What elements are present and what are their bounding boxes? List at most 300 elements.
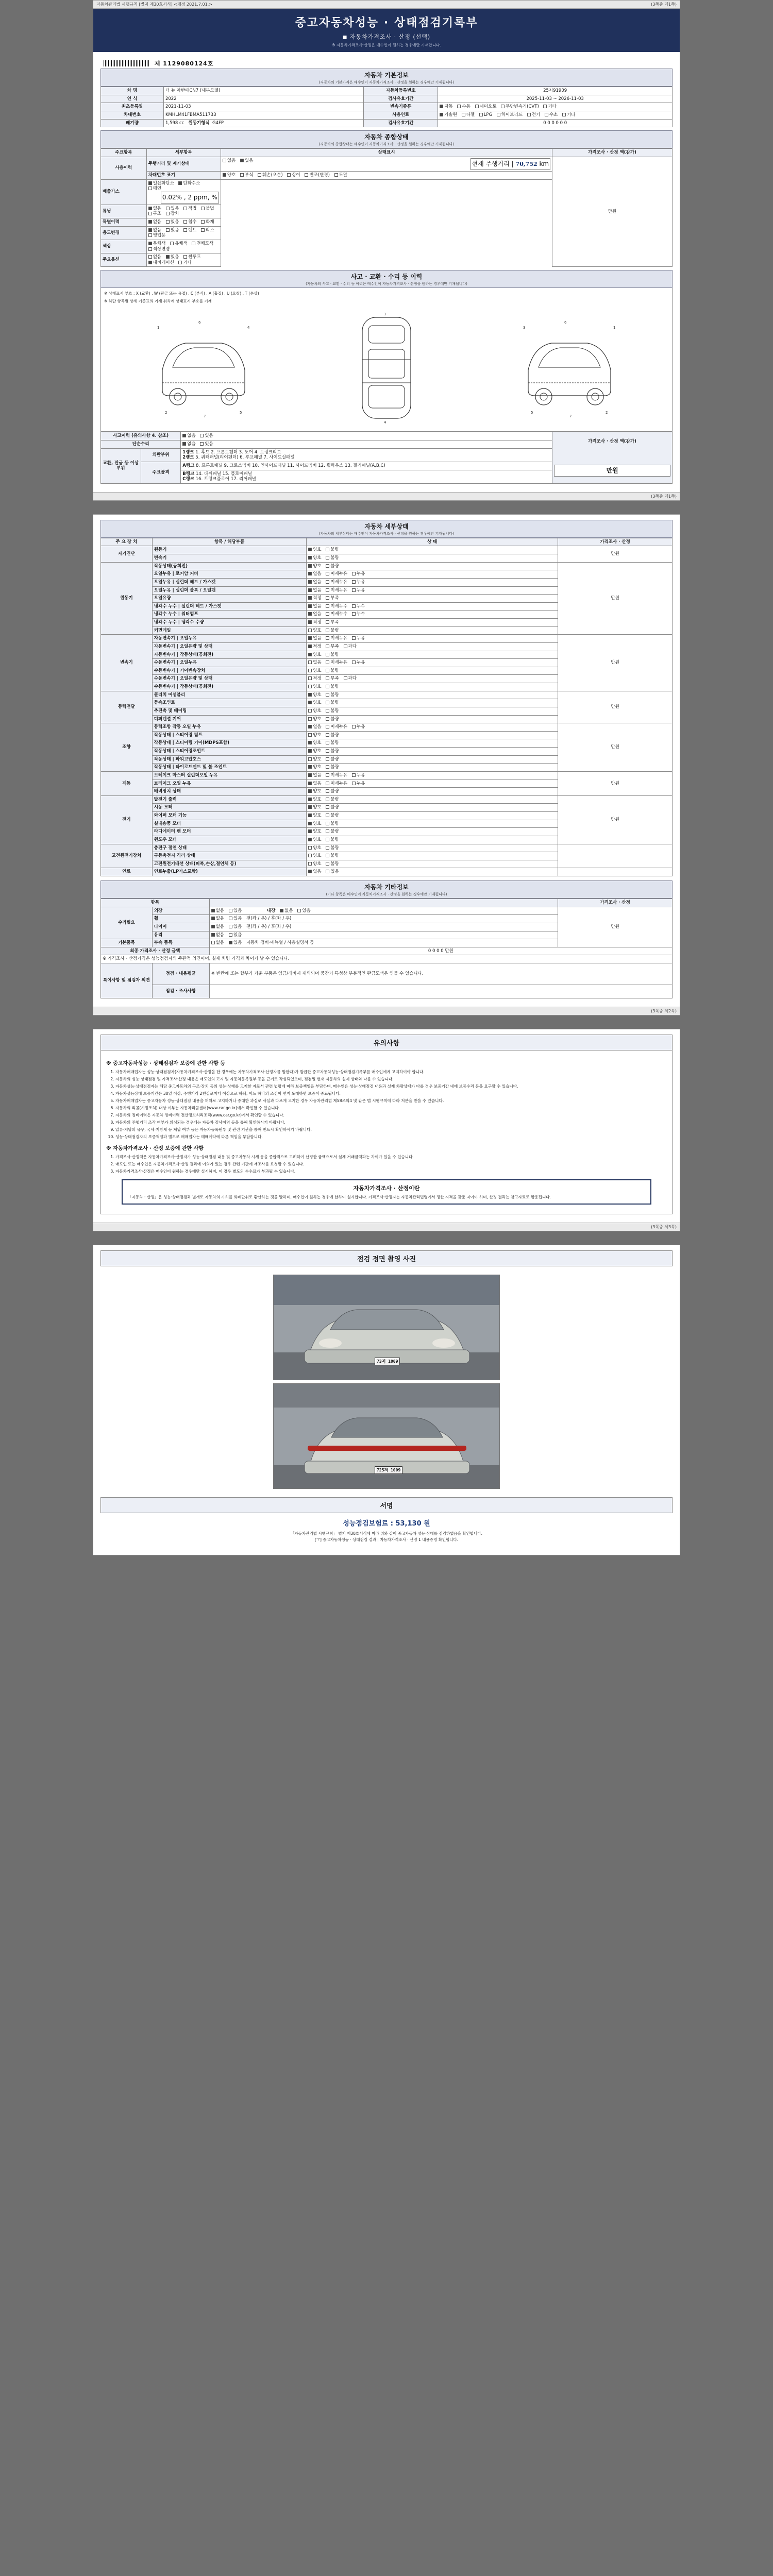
list-item: 9. 압류·저당의 유무, 국세·지방세 등 체납 여부 등은 자동차등록원부 및 관련 기관을 통해 반드시 확인하시기 바랍니다. bbox=[115, 1127, 667, 1132]
option-minor-leak[interactable]: 미세누유 bbox=[326, 588, 347, 594]
field-label-platenumber: 자동차등록번호 bbox=[364, 87, 438, 95]
option-minor-leak[interactable]: 미세누유 bbox=[326, 580, 347, 585]
page-indicator: (3쪽중 제1쪽) bbox=[651, 2, 677, 7]
option-good[interactable]: 양호 bbox=[308, 740, 321, 746]
label-interior: 내장 bbox=[266, 908, 276, 913]
option-good[interactable]: 양호 bbox=[308, 749, 321, 754]
item-condition bbox=[307, 868, 558, 876]
svg-text:6: 6 bbox=[564, 320, 567, 325]
option-transmission-cvt[interactable]: 무단변속기(CVT) bbox=[501, 104, 539, 110]
option-interior-exist[interactable]: 있음 bbox=[297, 908, 310, 914]
item-label: 작동상태 | 스티어링 펌프 bbox=[152, 731, 306, 739]
option-insufficient[interactable]: 부족 bbox=[326, 676, 339, 682]
option-good[interactable]: 양호 bbox=[308, 564, 321, 569]
option-bad[interactable]: 불량 bbox=[326, 821, 339, 827]
page-4 bbox=[93, 1245, 680, 1555]
option-good[interactable]: 양호 bbox=[308, 805, 321, 810]
option-bad[interactable]: 불량 bbox=[326, 805, 339, 810]
item-label: 실내송풍 모터 bbox=[152, 820, 306, 828]
option-none[interactable]: 없음 bbox=[308, 571, 321, 577]
option-bad[interactable]: 불량 bbox=[326, 813, 339, 819]
col-etc-price: 가격조사 · 산정 bbox=[558, 899, 673, 907]
option-emission-co[interactable]: 일산화탄소 bbox=[148, 181, 174, 187]
option-leak[interactable]: 누유 bbox=[352, 724, 365, 730]
field-value-vin: KMHLM41FBMA511733 bbox=[163, 111, 363, 120]
option-none[interactable]: 없음 bbox=[308, 773, 321, 778]
item-label: 와이퍼 모터 기능 bbox=[152, 812, 306, 820]
option-good[interactable]: 양호 bbox=[308, 547, 321, 553]
item-condition bbox=[307, 635, 558, 643]
etc-info-table bbox=[100, 899, 673, 998]
field-value-platenumber: 25저91909 bbox=[438, 87, 673, 95]
option-vin-altered[interactable]: 변조(변경) bbox=[305, 173, 329, 178]
option-use-none[interactable]: 없음 bbox=[148, 228, 161, 233]
option-opt-navigation[interactable]: 내비게이션 bbox=[148, 260, 174, 266]
option-opt-exist[interactable]: 있음 bbox=[166, 255, 179, 260]
option-insufficient[interactable]: 부족 bbox=[326, 644, 339, 650]
option-bad[interactable]: 불량 bbox=[326, 740, 339, 746]
option-exist[interactable]: 있음 bbox=[326, 869, 339, 875]
option-good[interactable]: 양호 bbox=[308, 555, 321, 561]
row-label-tire: 타이어 bbox=[152, 923, 209, 931]
option-emission-smoke[interactable]: 매연 bbox=[148, 186, 161, 192]
option-opt-other[interactable]: 기타 bbox=[178, 260, 191, 266]
section-accident-title: 사고 · 교환 · 수리 등 이력 bbox=[350, 273, 423, 281]
option-tuning-structure[interactable]: 구조 bbox=[148, 211, 161, 217]
row-state-options bbox=[146, 253, 221, 267]
option-special-fire[interactable]: 화재 bbox=[201, 219, 214, 225]
option-use-lease[interactable]: 리스 bbox=[201, 228, 214, 233]
option-tuning-none[interactable]: 없음 bbox=[148, 206, 161, 212]
svg-text:6: 6 bbox=[198, 320, 201, 325]
option-leak[interactable]: 누유 bbox=[352, 580, 365, 585]
list-item: 10. 성능·상태점검자의 보증책임과 별도로 매매업자는 매매계약에 따른 책임을 부담합니다. bbox=[115, 1134, 667, 1140]
outer-panel-label: 외판부위 bbox=[152, 452, 170, 457]
item-label: 오일누유 | 실린더 블록 / 오일팬 bbox=[152, 586, 306, 595]
group-usage-history: 사용이력 bbox=[101, 157, 147, 179]
notice-list-1 bbox=[106, 1069, 667, 1140]
item-label: 고전원전기배선 상태(피복,손상,절연체 등) bbox=[152, 860, 306, 868]
option-good[interactable]: 양호 bbox=[308, 829, 321, 835]
option-leak[interactable]: 누유 bbox=[352, 773, 365, 778]
option-good[interactable]: 양호 bbox=[308, 757, 321, 762]
option-vin-good[interactable]: 양호 bbox=[223, 173, 236, 178]
car-diagram-left bbox=[149, 308, 258, 428]
table-header-row bbox=[101, 149, 673, 157]
option-glass-none[interactable]: 없음 bbox=[211, 933, 224, 938]
field-value-transmission bbox=[438, 103, 673, 111]
item-condition bbox=[307, 748, 558, 756]
option-bad[interactable]: 불량 bbox=[326, 668, 339, 674]
option-wheel-none[interactable]: 없음 bbox=[211, 916, 224, 922]
table-row bbox=[101, 907, 673, 915]
item-label: 원동기 bbox=[152, 546, 306, 554]
option-good[interactable]: 양호 bbox=[308, 668, 321, 674]
front-plate-number: 73저 1009 bbox=[375, 1358, 400, 1365]
table-row bbox=[101, 103, 673, 111]
option-glass-exist[interactable]: 있음 bbox=[229, 933, 242, 938]
option-good[interactable]: 양호 bbox=[308, 652, 321, 658]
item-condition bbox=[307, 764, 558, 772]
option-odo-none[interactable]: 없음 bbox=[223, 158, 236, 164]
price-transmission: 만원 bbox=[558, 635, 673, 691]
option-minor-leak[interactable]: 미세누유 bbox=[326, 571, 347, 577]
option-leak[interactable]: 누유 bbox=[352, 571, 365, 577]
field-value-first-reg: 2021-11-03 bbox=[163, 103, 363, 111]
item-condition bbox=[307, 595, 558, 603]
option-leak[interactable]: 누수 bbox=[352, 612, 365, 617]
page-footer-2: (3쪽중 제2쪽) bbox=[93, 1007, 680, 1015]
field-value-fuel bbox=[438, 111, 673, 120]
option-opt-sunroof[interactable]: 썬루프 bbox=[183, 255, 201, 260]
rear-photo bbox=[273, 1383, 500, 1489]
option-none[interactable]: 없음 bbox=[308, 612, 321, 617]
option-good[interactable]: 양호 bbox=[308, 837, 321, 843]
list-item: 3. 자동차가격조사·산정은 매수인이 원하는 경우에만 실시하며, 이 경우 별도의 수수료가 부과될 수 있습니다. bbox=[115, 1168, 667, 1174]
subtitle-note: ※ 자동차가격조사·산정은 매수인이 원하는 경우에만 기재합니다. bbox=[332, 43, 441, 47]
option-special-none[interactable]: 없음 bbox=[148, 219, 161, 225]
etc-price-cell: 만원 bbox=[558, 907, 673, 947]
row-label-simple-repair: 단순수리 bbox=[101, 440, 181, 449]
option-bad[interactable]: 불량 bbox=[326, 628, 339, 634]
option-repair-none[interactable]: 없음 bbox=[182, 442, 195, 447]
option-vin-erased[interactable]: 도말 bbox=[334, 173, 347, 178]
option-none[interactable]: 없음 bbox=[308, 636, 321, 641]
option-transmission-semiauto[interactable]: 세미오토 bbox=[475, 104, 497, 110]
option-good[interactable]: 양호 bbox=[308, 717, 321, 722]
option-bad[interactable]: 불량 bbox=[326, 733, 339, 738]
rank2-label: 2랭크 bbox=[182, 455, 194, 461]
page-footer-3: (3쪽중 제3쪽) bbox=[93, 1223, 680, 1231]
detail-state-table bbox=[100, 538, 673, 876]
option-bad[interactable]: 불량 bbox=[326, 564, 339, 569]
option-bad[interactable]: 불량 bbox=[326, 861, 339, 867]
group-transmission: 변속기 bbox=[101, 635, 153, 691]
list-item: 2. 매도인 또는 매수인은 자동차가격조사·산정 결과에 이의가 있는 경우 관련 기관에 재조사를 요청할 수 있습니다. bbox=[115, 1161, 667, 1167]
option-bad[interactable]: 불량 bbox=[326, 555, 339, 561]
item-condition bbox=[307, 554, 558, 563]
row-label-exterior: 외장 bbox=[152, 907, 209, 915]
table-header-row bbox=[101, 899, 673, 907]
item-condition bbox=[307, 619, 558, 627]
list-item: 4. 자동차성능상태 보증기간은 30일 이상, 주행거리 2천킬로미터 이상으로 하되, 어느 하나의 조건이 먼저 도래하면 보증이 종료됩니다. bbox=[115, 1091, 667, 1096]
list-item: 3. 자동차성능·상태점검자는 해당 중고자동차의 구조·장치 등의 성능·상태를 고지한 자로서 관련 법령에 따라 보증책임을 부담하며, 매수인은 성능·상태점검 내용과 실제 차량상태가 다를 경우 보증기간 내에 보증수리 등을 요구할 수 있습니다. bbox=[115, 1083, 667, 1089]
option-adequate[interactable]: 적정 bbox=[308, 676, 321, 682]
section-accident-note: (자동차의 사고 · 교환 · 수리 등 이력은 매수인이 자동차가격조사 · 산정을 원하는 경우에만 기재됩니다) bbox=[306, 282, 467, 286]
option-excess[interactable]: 과다 bbox=[344, 644, 357, 650]
option-bad[interactable]: 불량 bbox=[326, 547, 339, 553]
form-legal-ref: 자동차관리법 시행규칙 [별지 제30호서식] <개정 2021.7.01.> bbox=[96, 2, 212, 7]
option-none[interactable]: 없음 bbox=[308, 604, 321, 609]
option-vin-corrosion[interactable]: 부식 bbox=[240, 173, 253, 178]
option-tuning-device[interactable]: 장치 bbox=[166, 211, 179, 217]
option-vin-different[interactable]: 상이 bbox=[287, 173, 300, 178]
option-special-exist[interactable]: 있음 bbox=[166, 219, 179, 225]
total-price-note: ※ 가격조사 · 산정가격은 성능점검자의 주관적 의견이며, 실제 차량 가격과 차이가 날 수 있습니다. bbox=[101, 955, 673, 963]
group-fuel: 연료 bbox=[101, 868, 153, 876]
option-color-achromatic[interactable]: 무채색 bbox=[148, 241, 166, 247]
option-wheel-exist[interactable]: 있음 bbox=[229, 916, 242, 922]
page-footer-1: (3쪽중 제1쪽) bbox=[93, 492, 680, 500]
table-row bbox=[101, 546, 673, 554]
option-bad[interactable]: 불량 bbox=[326, 829, 339, 835]
table-row bbox=[101, 432, 673, 440]
car-diagram-right bbox=[515, 308, 624, 428]
row-label-accessory: 부속 품목 bbox=[152, 939, 209, 947]
option-bad[interactable]: 불량 bbox=[326, 692, 339, 698]
option-color-changed[interactable]: 색상변경 bbox=[148, 247, 170, 252]
exchange-area-label: 교환, 판금 등 이상 부위 bbox=[101, 448, 141, 483]
option-transmission-auto[interactable]: 자동 bbox=[440, 104, 452, 110]
fee-value: 53,130 원 bbox=[395, 1520, 430, 1528]
item-label: 브레이크 마스터 실린더오일 누유 bbox=[152, 771, 306, 779]
option-good[interactable]: 양호 bbox=[308, 789, 321, 794]
option-emission-hc[interactable]: 탄화수소 bbox=[178, 181, 200, 187]
table-row bbox=[101, 963, 673, 985]
table-row bbox=[101, 87, 673, 95]
item-label: 배력장치 상태 bbox=[152, 788, 306, 796]
option-good[interactable]: 양호 bbox=[308, 692, 321, 698]
remark-text[interactable]: ※ 빈칸에 또는 할부가 가운 부품은 임금/레버시 제외되며 중간기 특성상 부분적인 판금도색은 인물 수 있습니다. bbox=[209, 963, 672, 985]
option-leak[interactable]: 누유 bbox=[352, 588, 365, 594]
table-row bbox=[101, 771, 673, 779]
field-label-odometer: 검사유효기간 bbox=[364, 119, 438, 127]
option-leak[interactable]: 누유 bbox=[352, 781, 365, 787]
option-good[interactable]: 양호 bbox=[308, 797, 321, 803]
option-good[interactable]: 양호 bbox=[308, 821, 321, 827]
svg-text:1: 1 bbox=[613, 326, 616, 330]
notice-section2-title: ※ 자동차가격조사 · 산정 보증에 관한 사항 bbox=[106, 1146, 204, 1151]
option-fuel-hydrogen[interactable]: 수소 bbox=[545, 112, 558, 118]
option-none[interactable]: 없음 bbox=[308, 588, 321, 594]
item-condition bbox=[307, 723, 558, 732]
option-special-flood[interactable]: 침수 bbox=[183, 219, 196, 225]
option-bad[interactable]: 불량 bbox=[326, 765, 339, 770]
option-adequate[interactable]: 적정 bbox=[308, 644, 321, 650]
group-engine: 원동기 bbox=[101, 562, 153, 635]
option-exterior-exist[interactable]: 있음 bbox=[229, 908, 242, 914]
option-bad[interactable]: 불량 bbox=[326, 837, 339, 843]
option-bad[interactable]: 불량 bbox=[326, 684, 339, 690]
option-none[interactable]: 없음 bbox=[308, 580, 321, 585]
total-price-label: 최종 가격조사 · 산정 금액 bbox=[101, 947, 210, 955]
option-fuel-lpg[interactable]: LPG bbox=[479, 112, 492, 118]
option-tire-none[interactable]: 없음 bbox=[211, 924, 224, 930]
group-powertrain: 동력전달 bbox=[101, 691, 153, 723]
section-basic-note: (자동차의 기본가격은 매수인이 자동차가격조사 · 산정을 원하는 경우에만 기재됩니다) bbox=[318, 80, 455, 85]
footer-note-line2: [ㅜ] 중고자동차성능 · 상태점검 결과 | 자동차가격조사 · 산정 1 내용증명 확인합니다. bbox=[314, 1537, 459, 1542]
front-photo bbox=[273, 1275, 500, 1380]
option-accident-none[interactable]: 없음 bbox=[182, 433, 195, 439]
group-brake: 제동 bbox=[101, 771, 153, 795]
page-3 bbox=[93, 1029, 680, 1231]
overall-state-table bbox=[100, 148, 673, 267]
option-minor-leak[interactable]: 미세누유 bbox=[326, 773, 347, 778]
svg-text:3: 3 bbox=[523, 326, 526, 330]
option-none[interactable]: 없음 bbox=[308, 724, 321, 730]
section-detail-note: (자동차의 세부상태는 매수인이 자동차가격조사 · 산정을 원하는 경우에만 기재됩니다) bbox=[318, 531, 455, 536]
section-detail-title: 자동차 세부상태 bbox=[364, 522, 409, 530]
footer-note bbox=[100, 1530, 673, 1547]
table-row bbox=[101, 691, 673, 699]
page-header-bar bbox=[93, 1, 680, 9]
item-label: 수동변속기 | 기어변속장치 bbox=[152, 667, 306, 675]
car-diagrams bbox=[104, 306, 669, 429]
field-value-year: 2022 bbox=[163, 95, 363, 103]
price-fuel bbox=[558, 868, 673, 876]
option-good[interactable]: 양호 bbox=[308, 708, 321, 714]
option-fuel-diesel[interactable]: 디젤 bbox=[462, 112, 475, 118]
notice-section1-title: ※ 중고자동차성능 · 상태점검자 보증에 관한 사항 등 bbox=[106, 1061, 226, 1066]
barcode-row bbox=[100, 57, 673, 69]
option-insufficient[interactable]: 부족 bbox=[326, 620, 339, 625]
item-label: 클러치 어셈블리 bbox=[152, 691, 306, 699]
option-fuel-gasoline[interactable]: 가솔린 bbox=[440, 112, 457, 118]
option-minor-leak[interactable]: 미세누유 bbox=[326, 724, 347, 730]
item-label: 오일유량 bbox=[152, 595, 306, 603]
option-tuning-legal[interactable]: 적법 bbox=[183, 206, 196, 212]
option-bad[interactable]: 불량 bbox=[326, 708, 339, 714]
section-overall-header bbox=[100, 130, 673, 148]
frame-items-bc bbox=[181, 470, 552, 483]
option-minor-leak[interactable]: 미세누유 bbox=[326, 660, 347, 666]
rankB-label: B랭크 bbox=[182, 471, 195, 477]
item-condition bbox=[307, 795, 558, 804]
option-good[interactable]: 양호 bbox=[308, 700, 321, 706]
option-use-business[interactable]: 영업용 bbox=[148, 233, 166, 239]
option-bad[interactable]: 불량 bbox=[326, 845, 339, 851]
option-good[interactable]: 양호 bbox=[308, 765, 321, 770]
option-use-rent[interactable]: 렌트 bbox=[183, 228, 196, 233]
option-bad[interactable]: 불량 bbox=[326, 700, 339, 706]
option-bad[interactable]: 불량 bbox=[326, 652, 339, 658]
option-accident-exist[interactable]: 있음 bbox=[200, 433, 213, 439]
option-bad[interactable]: 불량 bbox=[326, 757, 339, 762]
option-good[interactable]: 양호 bbox=[308, 861, 321, 867]
rank1-items: 1. 후드 2. 프론트펜더 3. 도어 4. 트렁크리드 bbox=[195, 449, 281, 455]
option-tuning-exist[interactable]: 있음 bbox=[166, 206, 179, 212]
option-bad[interactable]: 불량 bbox=[326, 789, 339, 794]
option-interior-none[interactable]: 없음 bbox=[280, 908, 293, 914]
option-color-fullpaint[interactable]: 전체도색 bbox=[192, 241, 213, 247]
accident-price-label: 가격조사 · 산정 액(감가) bbox=[588, 438, 636, 444]
option-good[interactable]: 양호 bbox=[308, 628, 321, 634]
item-condition bbox=[307, 820, 558, 828]
list-item: 2. 자동차의 성능·상태점검 및 가격조사·산정 내용은 매도인의 고지 및 자동차등록원부 등을 근거로 작성되었으며, 점검일 현재 자동차의 실제 상태와 다를 수 있습니다. bbox=[115, 1076, 667, 1082]
field-value-odometer: 0 0 0 0 0 0 bbox=[438, 119, 673, 127]
remark-text-2[interactable] bbox=[209, 985, 672, 998]
item-label: 냉각수 누수 | 냉각수 수량 bbox=[152, 619, 306, 627]
option-bad[interactable]: 불량 bbox=[326, 853, 339, 859]
section-accident-header bbox=[100, 270, 673, 288]
option-bad[interactable]: 불량 bbox=[326, 717, 339, 722]
section-overall-title: 자동차 종합상태 bbox=[364, 133, 409, 141]
section-basic-info-header bbox=[100, 69, 673, 87]
field-label-vin: 차대번호 bbox=[101, 111, 164, 120]
option-vin-damage[interactable]: 훼손(오손) bbox=[258, 173, 282, 178]
option-excess[interactable]: 과다 bbox=[344, 676, 357, 682]
group-selfdiagnosis: 자기진단 bbox=[101, 546, 153, 562]
option-fuel-other[interactable]: 기타 bbox=[562, 112, 575, 118]
remark-sub-label-2: 점검 · 조사사항 bbox=[152, 985, 209, 998]
field-label-transmission: 변속기종류 bbox=[364, 103, 438, 111]
price-steering: 만원 bbox=[558, 723, 673, 772]
option-good[interactable]: 양호 bbox=[308, 733, 321, 738]
option-odo-exist[interactable]: 있음 bbox=[240, 158, 253, 164]
option-leak[interactable]: 누수 bbox=[352, 604, 365, 609]
option-minor-leak[interactable]: 미세누수 bbox=[326, 604, 347, 609]
car-side-right-diagram bbox=[515, 308, 624, 427]
item-condition bbox=[307, 602, 558, 611]
guarantee-text: 「자동차 · 산정」은 성능·상태점검과 별개로 자동차의 가치를 화폐단위로 환산하는 것을 말하며, 매수인이 원하는 경우에 한하여 실시합니다. 가격조사·산정자는 자동차관리법령에서 정한 자격을 갖춘 자여야 하며, 산정 결과는 참고자료로 활용됩니다. bbox=[128, 1195, 551, 1199]
option-good[interactable]: 양호 bbox=[308, 845, 321, 851]
option-bad[interactable]: 불량 bbox=[326, 797, 339, 803]
option-fuel-electric[interactable]: 전기 bbox=[527, 112, 540, 118]
notice-body bbox=[100, 1050, 673, 1214]
option-repair-exist[interactable]: 있음 bbox=[200, 442, 213, 447]
option-none[interactable]: 없음 bbox=[308, 781, 321, 787]
table-row bbox=[101, 95, 673, 103]
option-adequate[interactable]: 적정 bbox=[308, 596, 321, 601]
option-tire-exist[interactable]: 있음 bbox=[229, 924, 242, 930]
price-high-voltage bbox=[558, 844, 673, 868]
col-sub-item: 세부항목 bbox=[146, 149, 221, 157]
option-use-exist[interactable]: 있음 bbox=[166, 228, 179, 233]
diagram-legend-1: ※ 상태표시 부호 : X (교환) , W (판금 또는 용접) , C (부식) , A (흠집) , U (요철) , T (손상) bbox=[104, 291, 259, 296]
option-leak[interactable]: 누유 bbox=[352, 660, 365, 666]
option-accessory-exist[interactable]: 있음 bbox=[229, 940, 242, 946]
option-bad[interactable]: 불량 bbox=[326, 749, 339, 754]
group-basic-items: 기본품목 bbox=[101, 939, 153, 947]
item-condition bbox=[307, 715, 558, 723]
option-accessory-none[interactable]: 없음 bbox=[211, 940, 224, 946]
option-good[interactable]: 양호 bbox=[308, 813, 321, 819]
signature-header: 서명 bbox=[100, 1497, 673, 1513]
list-item: 8. 자동차의 주행거리 조작 여부가 의심되는 경우에는 자동차 검사이력 등을 통해 확인하시기 바랍니다. bbox=[115, 1120, 667, 1125]
option-none[interactable]: 없음 bbox=[308, 869, 321, 875]
option-exterior-none[interactable]: 없음 bbox=[211, 908, 224, 914]
row-label-special: 특별이력 bbox=[101, 218, 147, 227]
row-state-vin bbox=[221, 171, 552, 179]
option-minor-leak[interactable]: 미세누유 bbox=[326, 781, 347, 787]
svg-text:7: 7 bbox=[569, 414, 572, 419]
option-minor-leak[interactable]: 미세누유 bbox=[326, 636, 347, 641]
svg-text:7: 7 bbox=[203, 414, 206, 419]
option-fuel-hybrid[interactable]: 하이브리드 bbox=[497, 112, 523, 118]
option-minor-leak[interactable]: 미세누수 bbox=[326, 612, 347, 617]
section-basic-title: 자동차 기본정보 bbox=[364, 72, 409, 79]
subtitle-text: 자동차가격조사 · 산정 (선택) bbox=[349, 33, 431, 40]
list-item: 5. 자동차매매업자는 중고자동차 성능·상태점검 내용을 허위로 고지하거나 중대한 과실로 사실과 다르게 고지한 경우 자동차관리법 제58조의4 및 같은 법 시행규칙에 따라 처분을 받을 수 있습니다. bbox=[115, 1098, 667, 1104]
option-none[interactable]: 없음 bbox=[308, 660, 321, 666]
rank1-label: 1랭크 bbox=[182, 449, 194, 455]
barcode-icon bbox=[104, 60, 150, 66]
option-transmission-manual[interactable]: 수동 bbox=[457, 104, 470, 110]
option-good[interactable]: 양호 bbox=[308, 853, 321, 859]
option-tuning-illegal[interactable]: 불법 bbox=[201, 206, 214, 212]
row-state-glass bbox=[209, 931, 558, 939]
option-color-chromatic[interactable]: 유채색 bbox=[170, 241, 188, 247]
option-adequate[interactable]: 적정 bbox=[308, 620, 321, 625]
option-leak[interactable]: 누유 bbox=[352, 636, 365, 641]
option-opt-none[interactable]: 없음 bbox=[148, 255, 161, 260]
item-condition bbox=[307, 804, 558, 812]
svg-text:2: 2 bbox=[164, 411, 167, 415]
option-insufficient[interactable]: 부족 bbox=[326, 596, 339, 601]
option-good[interactable]: 양호 bbox=[308, 684, 321, 690]
option-transmission-other[interactable]: 기타 bbox=[543, 104, 556, 110]
guarantee-title: 자동차가격조사 · 산정이란 bbox=[353, 1185, 420, 1192]
